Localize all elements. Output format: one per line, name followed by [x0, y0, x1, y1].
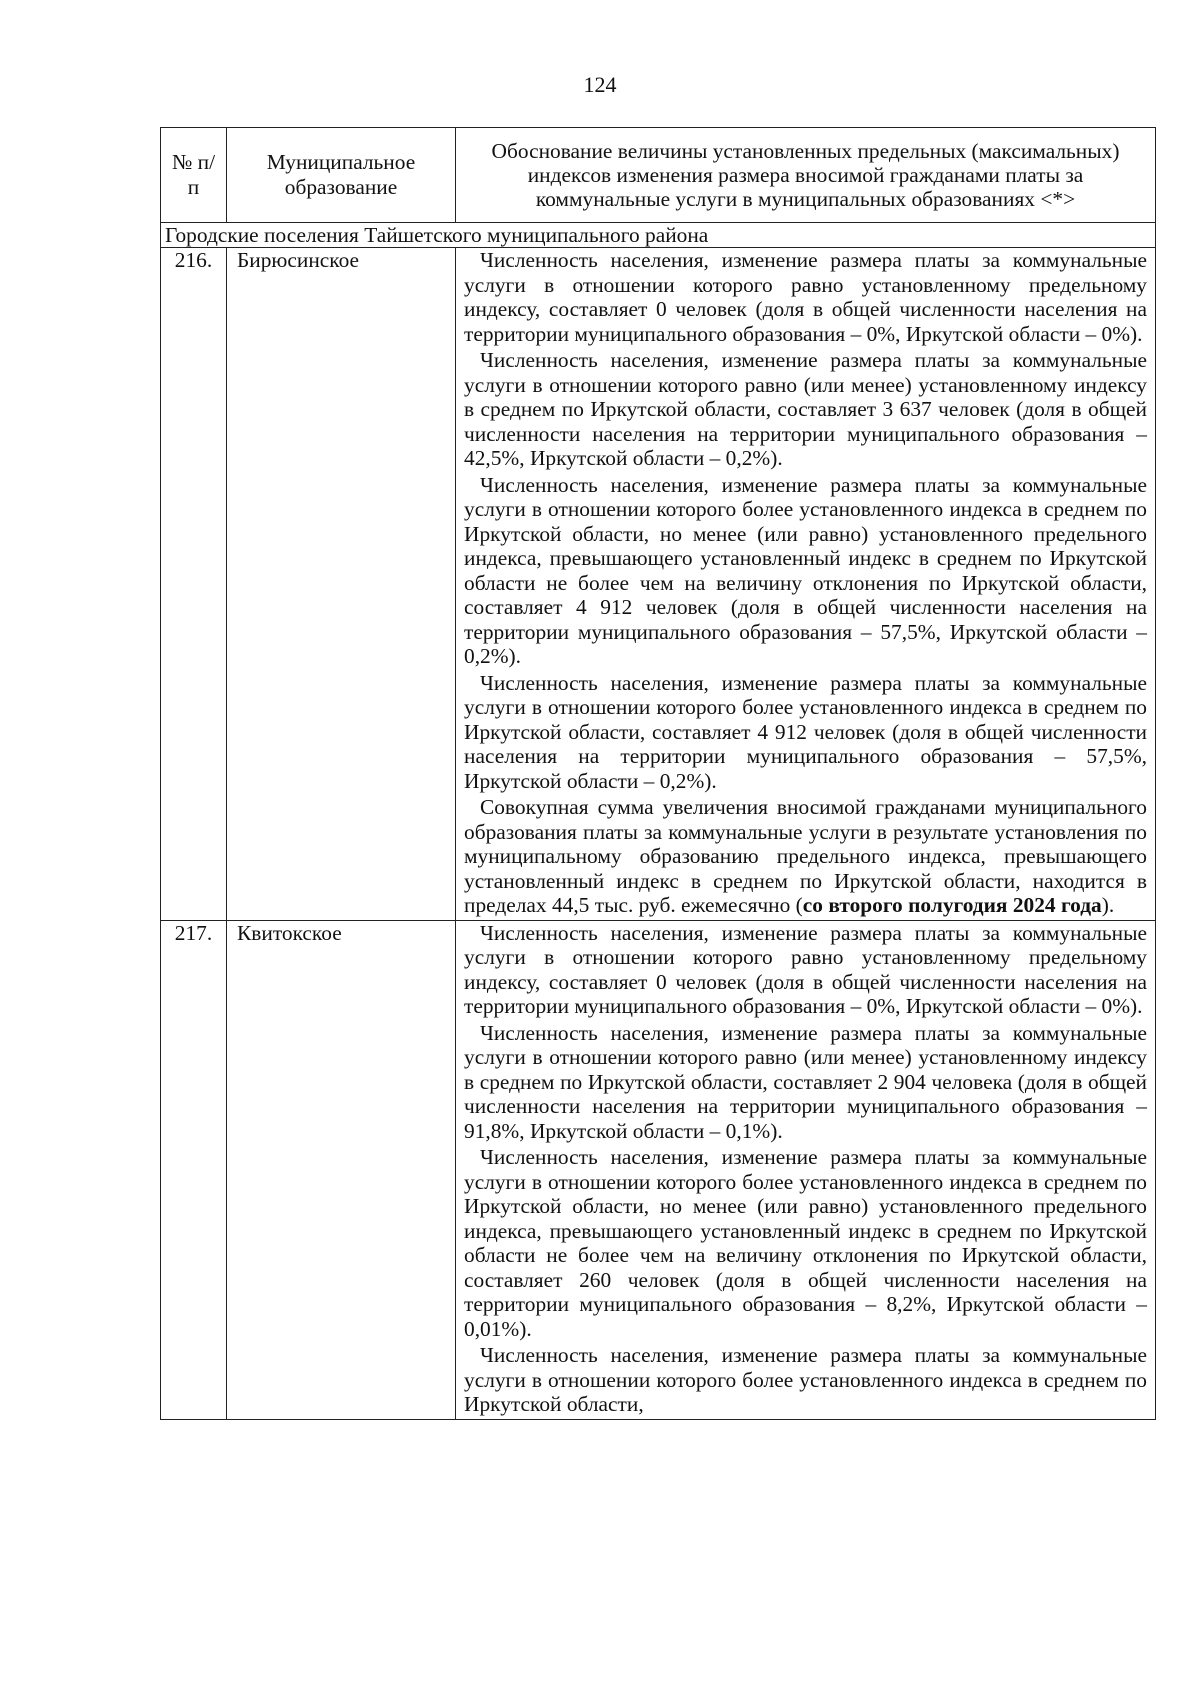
- municipality-name: Квитокское: [227, 920, 456, 1419]
- paragraph: Численность населения, изменение размера платы за коммунальные услуги в отношении которого равно установленному предельному индексу, составляет 0 человек (доля в общей численности населения на территории муниципального образования – 0%, Иркутской области – 0%).: [464, 920, 1147, 1018]
- summary-paragraph: [464, 795, 1147, 920]
- municipality-name: Бирюсинское: [227, 248, 456, 921]
- table-row: [161, 248, 1156, 921]
- paragraph: Численность населения, изменение размера платы за коммунальные услуги в отношении которого равно установленному предельному индексу, составляет 0 человек (доля в общей численности населения на территории муниципального образования – 0%, Иркутской области – 0%).: [464, 248, 1147, 346]
- table-header: [161, 128, 1156, 223]
- header-municipality: Муниципальное образование: [227, 128, 456, 223]
- header-justification: Обоснование величины установленных предельных (максимальных) индексов изменения размера вносимой гражданами платы за коммунальные услуги в муниципальных образованиях <*>: [456, 128, 1156, 223]
- header-number: № п/п: [161, 128, 227, 223]
- row-number: 217.: [161, 920, 227, 1419]
- section-row: [161, 223, 1156, 248]
- paragraph: Численность населения, изменение размера платы за коммунальные услуги в отношении которого более установленного индекса в среднем по Иркутской области, составляет 4 912 человек (доля в общей численности населения на территории муниципального образования – 57,5%, Иркутской области – 0,2%).: [464, 670, 1147, 793]
- paragraph: Численность населения, изменение размера платы за коммунальные услуги в отношении которого более установленного индекса в среднем по Иркутской области, но менее (или равно) установленного предельного индекса, превышающего установленный индекс в среднем по Иркутской области не более чем на величину отклонения по Иркутской области, составляет 4 912 человек (доля в общей численности населения на территории муниципального образования – 57,5%, Иркутской области – 0,2%).: [464, 472, 1147, 668]
- justification-cell: [456, 248, 1156, 921]
- section-title: Городские поселения Тайшетского муниципального района: [161, 223, 1156, 248]
- summary-end: ).: [1101, 893, 1115, 917]
- table-row: [161, 920, 1156, 1419]
- summary-text: Совокупная сумма увеличения вносимой гражданами муниципального образования платы за коммунальные услуги в результате установления по муниципальному образованию предельного индекса, превышающего установленный индекс в среднем по Иркутской области, находится в пределах 44,5 тыс. руб. ежемесячно (: [464, 795, 1147, 917]
- page-number: 124: [583, 72, 617, 97]
- row-number: 216.: [161, 248, 227, 921]
- paragraph: Численность населения, изменение размера платы за коммунальные услуги в отношении которого равно (или менее) установленному индексу в среднем по Иркутской области, составляет 2 904 человека (доля в общей численности населения на территории муниципального образования – 91,8%, Иркутской области – 0,1%).: [464, 1020, 1147, 1143]
- paragraph: Численность населения, изменение размера платы за коммунальные услуги в отношении которого более установленного индекса в среднем по Иркутской области,: [464, 1343, 1147, 1416]
- justification-table: [160, 127, 1156, 1420]
- summary-period: со второго полугодия 2024 года: [802, 893, 1102, 917]
- paragraph: Численность населения, изменение размера платы за коммунальные услуги в отношении которого более установленного индекса в среднем по Иркутской области, но менее (или равно) установленного предельного индекса, превышающего установленный индекс в среднем по Иркутской области не более чем на величину отклонения по Иркутской области, составляет 260 человек (доля в общей численности населения на территории муниципального образования – 8,2%, Иркутской области – 0,01%).: [464, 1145, 1147, 1341]
- paragraph: Численность населения, изменение размера платы за коммунальные услуги в отношении которого равно (или менее) установленному индексу в среднем по Иркутской области, составляет 3 637 человек (доля в общей численности населения на территории муниципального образования – 42,5%, Иркутской области – 0,2%).: [464, 348, 1147, 470]
- justification-cell: [456, 920, 1156, 1419]
